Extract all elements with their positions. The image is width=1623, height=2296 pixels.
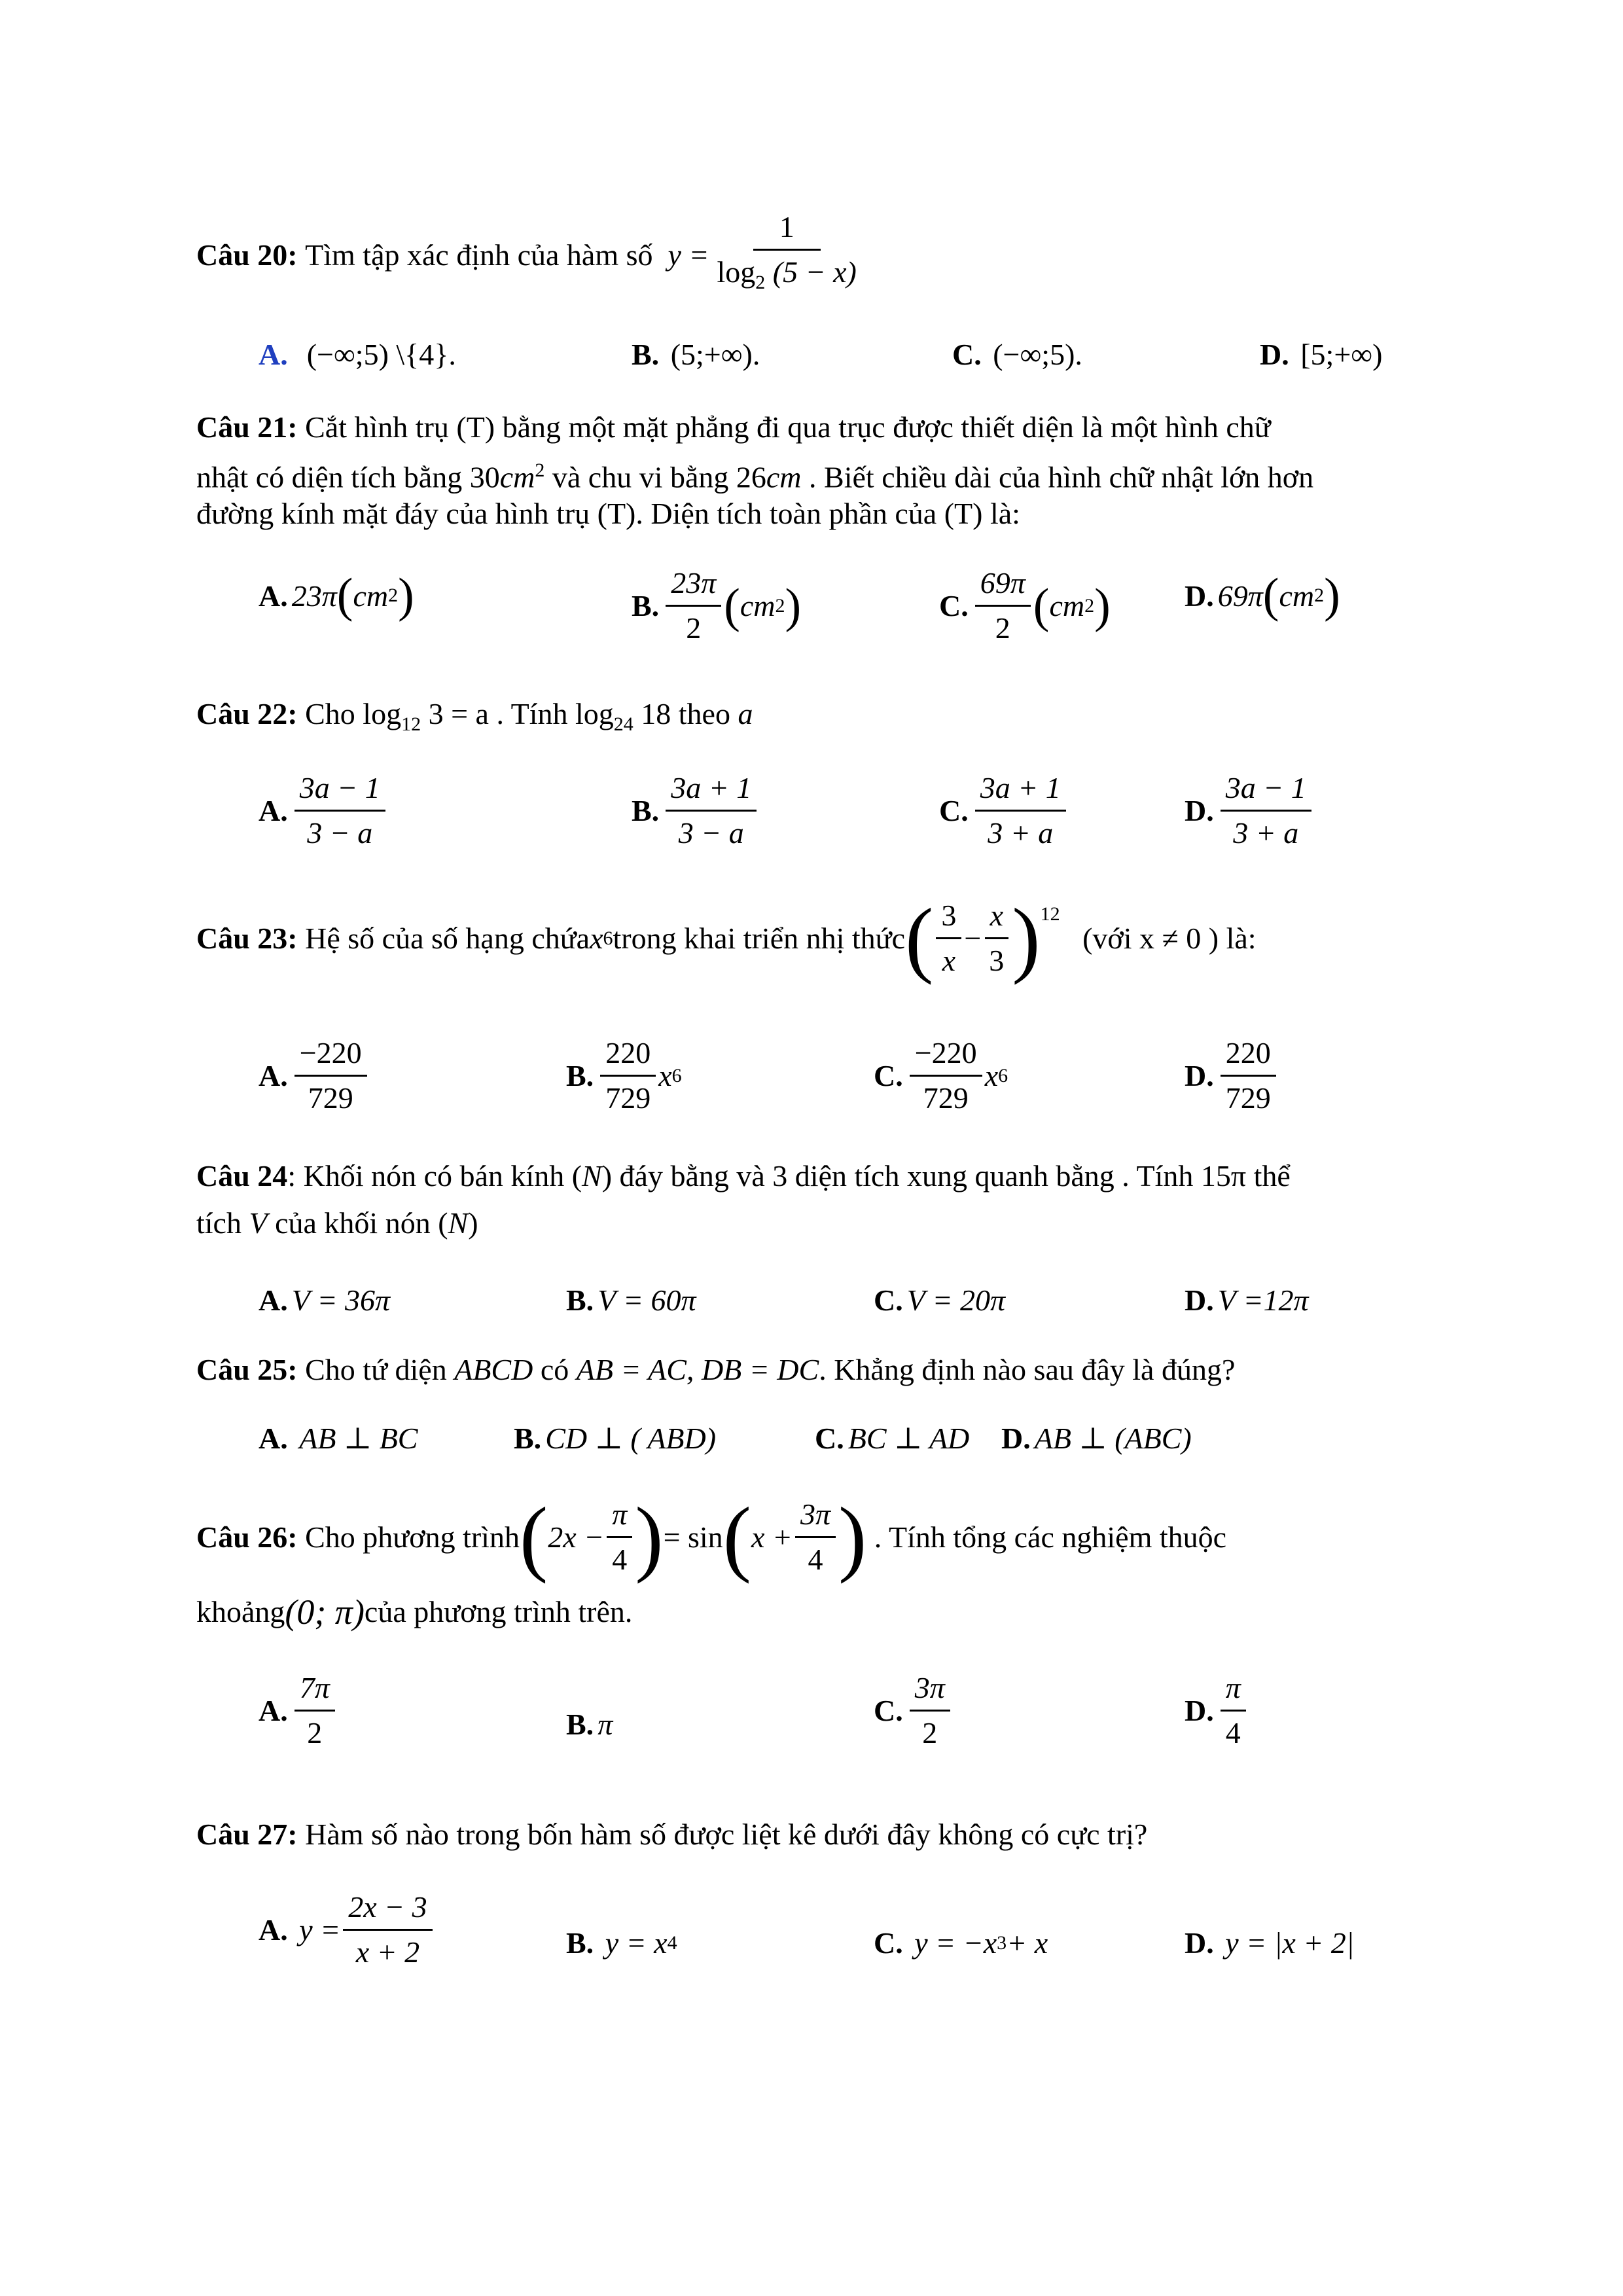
option-label: A. bbox=[259, 1694, 288, 1727]
exponent: 2 bbox=[1084, 594, 1095, 617]
denominator: 3 bbox=[989, 944, 1005, 977]
question-22-label: Câu 22: bbox=[196, 697, 298, 730]
q23-option-b[interactable] bbox=[566, 1034, 682, 1117]
fraction-1 bbox=[936, 897, 961, 980]
option-label: B. bbox=[566, 1708, 594, 1741]
option-text: [5;+∞) bbox=[1300, 338, 1383, 371]
numerator: −220 bbox=[294, 1034, 367, 1077]
text: . Khẳng định nào sau đây là đúng? bbox=[819, 1353, 1236, 1386]
q26-option-b[interactable] bbox=[566, 1707, 613, 1742]
option-label: C. bbox=[939, 794, 969, 827]
log-base: 12 bbox=[401, 713, 421, 736]
text: . Biết chiều dài của hình chữ nhật lớn hơn bbox=[801, 460, 1314, 494]
open-paren: ( bbox=[905, 891, 934, 986]
question-22 bbox=[196, 692, 753, 746]
variable: x bbox=[984, 1059, 999, 1092]
text: : Khối nón có bán kính ( bbox=[287, 1159, 582, 1193]
question-26-line-2 bbox=[196, 1590, 632, 1634]
log-argument: (5 − x) bbox=[772, 255, 857, 289]
denominator: 4 bbox=[808, 1543, 823, 1576]
denominator: 2 bbox=[995, 611, 1010, 645]
exponent: 2 bbox=[535, 459, 545, 481]
option-text: (5;+∞). bbox=[670, 338, 760, 371]
question-24-label: Câu 24 bbox=[196, 1159, 288, 1193]
denominator: 3 − a bbox=[678, 816, 744, 850]
expression: y = −x bbox=[914, 1926, 997, 1960]
option-text: BC ⊥ AD bbox=[847, 1422, 970, 1455]
close-paren: ) bbox=[398, 569, 414, 622]
close-paren: ) bbox=[838, 1490, 867, 1585]
interval: (0; π) bbox=[285, 1592, 365, 1632]
option-label: C. bbox=[815, 1421, 844, 1455]
text: tích bbox=[196, 1206, 249, 1240]
option-label: A. bbox=[259, 1913, 288, 1946]
text: Cho phương trình bbox=[305, 1520, 520, 1554]
fraction bbox=[1221, 1669, 1246, 1752]
variable: a bbox=[738, 697, 753, 730]
question-20-label: Câu 20: bbox=[196, 238, 298, 272]
close-paren: ) bbox=[1012, 891, 1041, 986]
text: của phương trình trên. bbox=[364, 1595, 633, 1628]
expression: 2x − bbox=[548, 1520, 605, 1554]
q22-option-d[interactable] bbox=[1185, 769, 1314, 852]
minus: − bbox=[964, 921, 982, 955]
option-label: D. bbox=[1185, 1059, 1214, 1092]
option-text: AB ⊥ BC bbox=[299, 1422, 418, 1455]
exponent: 4 bbox=[667, 1931, 677, 1954]
option-label: D. bbox=[1001, 1421, 1031, 1455]
option-label: A. bbox=[259, 1283, 288, 1317]
question-24-line-2 bbox=[196, 1202, 478, 1245]
fraction bbox=[975, 564, 1031, 647]
option-label: C. bbox=[939, 589, 969, 622]
fraction bbox=[343, 1888, 432, 1971]
q22-option-b[interactable] bbox=[632, 769, 759, 852]
exponent: 2 bbox=[775, 594, 785, 617]
coefficient: 23π bbox=[291, 579, 337, 613]
option-label: A. bbox=[259, 579, 288, 613]
option-label: A. bbox=[259, 338, 288, 371]
open-paren: ( bbox=[724, 579, 740, 633]
text: Cho log bbox=[305, 697, 402, 730]
denominator: 729 bbox=[1225, 1081, 1271, 1115]
question-27-label: Câu 27: bbox=[196, 1818, 298, 1851]
expression: ABCD bbox=[454, 1353, 533, 1386]
numerator: 3a − 1 bbox=[1221, 769, 1311, 812]
variable: V bbox=[249, 1206, 268, 1240]
q25-option-c[interactable] bbox=[815, 1420, 969, 1456]
option-text: AB ⊥ (ABC) bbox=[1034, 1422, 1192, 1455]
question-21-label: Câu 21: bbox=[196, 410, 298, 444]
question-26 bbox=[196, 1490, 1227, 1585]
unit: cm bbox=[766, 460, 802, 494]
q20-option-b[interactable] bbox=[632, 337, 760, 372]
text: ) đáy bằng và 3 diện tích xung quanh bằng . Tính 15π thể bbox=[601, 1159, 1291, 1193]
q22-option-c[interactable] bbox=[939, 769, 1069, 852]
fraction bbox=[666, 564, 721, 647]
option-label: D. bbox=[1185, 579, 1214, 613]
q25-option-d[interactable] bbox=[1001, 1420, 1192, 1456]
q24-option-c[interactable] bbox=[874, 1283, 1005, 1318]
denominator: x bbox=[942, 944, 956, 977]
numerator: 3a − 1 bbox=[294, 769, 385, 812]
fraction bbox=[607, 1496, 632, 1579]
numerator: 3π bbox=[795, 1496, 836, 1538]
option-text: V = 20π bbox=[906, 1283, 1006, 1317]
question-25-label: Câu 25: bbox=[196, 1353, 298, 1386]
option-label: C. bbox=[952, 338, 982, 371]
q27-option-b[interactable] bbox=[566, 1926, 677, 1960]
option-label: B. bbox=[566, 1059, 594, 1092]
text: và chu vi bằng 26 bbox=[544, 460, 766, 494]
option-label: B. bbox=[632, 794, 660, 827]
expression: y = x bbox=[605, 1926, 668, 1960]
question-21-line-2 bbox=[196, 449, 1313, 499]
text: . Tính tổng các nghiệm thuộc bbox=[874, 1520, 1227, 1554]
option-text: V =12π bbox=[1217, 1283, 1309, 1317]
fraction bbox=[294, 769, 385, 852]
fraction bbox=[910, 1034, 982, 1117]
fraction bbox=[294, 1034, 367, 1117]
denominator: 2 bbox=[922, 1716, 938, 1749]
option-text: CD ⊥ ( ABD) bbox=[545, 1422, 717, 1455]
q26-option-d[interactable] bbox=[1185, 1669, 1249, 1752]
unit: cm bbox=[1279, 579, 1315, 613]
q25-option-b[interactable] bbox=[514, 1420, 716, 1456]
option-label: B. bbox=[566, 1926, 594, 1960]
option-text: π bbox=[597, 1708, 613, 1741]
option-text: (−∞;5) \{4}. bbox=[306, 338, 456, 371]
text: ) bbox=[468, 1206, 478, 1240]
variable: N bbox=[448, 1206, 469, 1240]
q20-option-d[interactable] bbox=[1260, 337, 1382, 372]
fraction bbox=[666, 769, 757, 852]
q24-option-a[interactable] bbox=[259, 1283, 390, 1318]
option-label: B. bbox=[632, 338, 660, 371]
text: nhật có diện tích bằng 30 bbox=[196, 460, 500, 494]
exponent: 2 bbox=[1314, 584, 1325, 606]
question-24 bbox=[196, 1155, 1291, 1198]
question-21 bbox=[196, 406, 1271, 449]
exponent: 12 bbox=[1040, 903, 1060, 925]
q20-option-c[interactable] bbox=[952, 337, 1082, 372]
fraction bbox=[910, 1669, 950, 1752]
option-text: V = 36π bbox=[291, 1283, 391, 1317]
variable: x bbox=[658, 1059, 672, 1092]
q26-option-c[interactable] bbox=[874, 1669, 953, 1752]
q22-option-a[interactable] bbox=[259, 769, 388, 852]
q23-option-c[interactable] bbox=[874, 1034, 1008, 1117]
text: (với x ≠ 0 ) là: bbox=[1082, 921, 1257, 955]
option-label: C. bbox=[874, 1926, 903, 1960]
text: Cho tứ diện bbox=[305, 1353, 455, 1386]
text: 18 theo bbox=[633, 697, 738, 730]
option-label: C. bbox=[874, 1283, 903, 1317]
denominator: 2 bbox=[686, 611, 702, 645]
exponent: 6 bbox=[671, 1064, 682, 1086]
log-base: 2 bbox=[755, 272, 766, 294]
open-paren: ( bbox=[1033, 579, 1050, 633]
question-23-label: Câu 23: bbox=[196, 921, 298, 955]
exponent: 3 bbox=[997, 1931, 1007, 1954]
option-label: A. bbox=[259, 1059, 288, 1092]
denominator: 4 bbox=[612, 1543, 628, 1576]
text: có bbox=[533, 1353, 577, 1386]
numerator: 3 bbox=[936, 897, 961, 939]
exponent: 6 bbox=[998, 1064, 1008, 1086]
exponent: 2 bbox=[388, 584, 399, 606]
text: trong khai triển nhị thức bbox=[613, 921, 906, 955]
option-label: D. bbox=[1185, 794, 1214, 827]
fraction bbox=[1221, 769, 1311, 852]
option-label: A. bbox=[259, 1421, 288, 1455]
option-label: D. bbox=[1185, 1694, 1214, 1727]
option-label: D. bbox=[1260, 338, 1289, 371]
option-label: A. bbox=[259, 794, 288, 827]
numerator: 3a + 1 bbox=[666, 769, 757, 812]
option-text: V = 60π bbox=[597, 1283, 696, 1317]
q27-option-d[interactable] bbox=[1185, 1926, 1354, 1960]
question-20-denominator bbox=[712, 251, 862, 302]
fraction bbox=[600, 1034, 656, 1117]
close-paren: ) bbox=[785, 579, 802, 633]
text: 3 = a . Tính log bbox=[421, 697, 614, 730]
text: Hàm số nào trong bốn hàm số được liệt kê dưới đây không có cực trị? bbox=[305, 1818, 1148, 1851]
fraction bbox=[1221, 1034, 1276, 1117]
question-20-lhs: y = bbox=[668, 238, 709, 272]
q21-option-b[interactable] bbox=[632, 564, 801, 647]
denominator: 3 + a bbox=[988, 816, 1054, 850]
numerator: −220 bbox=[910, 1034, 982, 1077]
denominator: 3 + a bbox=[1233, 816, 1299, 850]
question-27 bbox=[196, 1813, 1147, 1856]
numerator: 7π bbox=[294, 1669, 335, 1712]
open-paren: ( bbox=[1262, 569, 1279, 622]
denominator: 729 bbox=[605, 1081, 651, 1115]
question-21-line-3 bbox=[196, 492, 1020, 535]
open-paren: ( bbox=[336, 569, 353, 622]
fraction bbox=[975, 769, 1066, 852]
numerator: 3π bbox=[910, 1669, 950, 1712]
numerator: π bbox=[1221, 1669, 1246, 1712]
q21-option-d[interactable] bbox=[1185, 569, 1340, 622]
variable: x bbox=[590, 921, 603, 955]
option-text: (−∞;5). bbox=[993, 338, 1082, 371]
fraction-2 bbox=[984, 897, 1009, 980]
denominator: x + 2 bbox=[355, 1935, 420, 1969]
text: Hệ số của số hạng chứa bbox=[305, 921, 590, 955]
q27-option-a[interactable] bbox=[259, 1888, 435, 1971]
question-21-line1: Cắt hình trụ (T) bằng một mặt phẳng đi qua trục được thiết diện là một hình chữ bbox=[305, 410, 1271, 444]
question-20-fraction bbox=[712, 208, 862, 302]
q23-option-a[interactable] bbox=[259, 1034, 370, 1117]
numerator: x bbox=[985, 897, 1008, 939]
q23-option-d[interactable] bbox=[1185, 1034, 1279, 1117]
expression: = sin bbox=[663, 1520, 723, 1554]
q21-option-c[interactable] bbox=[939, 564, 1111, 647]
q26-option-a[interactable] bbox=[259, 1669, 338, 1752]
q21-option-a[interactable] bbox=[259, 569, 414, 622]
expression: x + bbox=[751, 1520, 793, 1554]
option-label: B. bbox=[566, 1283, 594, 1317]
close-paren: ) bbox=[1324, 569, 1340, 622]
option-label: B. bbox=[514, 1421, 542, 1455]
expression: y = bbox=[299, 1913, 341, 1946]
unit: cm bbox=[353, 579, 389, 613]
question-26-label: Câu 26: bbox=[196, 1520, 298, 1554]
question-20 bbox=[196, 208, 865, 302]
log-text: log bbox=[717, 255, 756, 289]
option-label: C. bbox=[874, 1059, 903, 1092]
fraction bbox=[795, 1496, 836, 1579]
numerator: 2x − 3 bbox=[343, 1888, 432, 1931]
option-label: D. bbox=[1185, 1283, 1214, 1317]
question-20-text: Tìm tập xác định của hàm số bbox=[305, 238, 653, 272]
numerator: 220 bbox=[600, 1034, 656, 1077]
unit: cm bbox=[1049, 589, 1085, 622]
expression: AB = AC, DB = DC bbox=[576, 1353, 819, 1386]
denominator: 4 bbox=[1225, 1716, 1241, 1749]
coefficient: 69π bbox=[1217, 579, 1263, 613]
q20-option-a[interactable] bbox=[259, 337, 456, 372]
open-paren: ( bbox=[722, 1490, 751, 1585]
numerator: π bbox=[607, 1496, 632, 1538]
close-paren: ) bbox=[1094, 579, 1111, 633]
unit: cm bbox=[499, 460, 535, 494]
text: đường kính mặt đáy của hình trụ (T). Diện tích toàn phần của (T) là: bbox=[196, 497, 1020, 530]
close-paren: ) bbox=[635, 1490, 664, 1585]
denominator: 729 bbox=[923, 1081, 969, 1115]
q24-option-d[interactable] bbox=[1185, 1283, 1309, 1318]
variable: N bbox=[582, 1159, 602, 1193]
denominator: 729 bbox=[308, 1081, 353, 1115]
denominator: 2 bbox=[307, 1716, 323, 1749]
text: của khối nón ( bbox=[267, 1206, 448, 1240]
q24-option-b[interactable] bbox=[566, 1283, 696, 1318]
numerator: 3a + 1 bbox=[975, 769, 1066, 812]
fraction bbox=[294, 1669, 335, 1752]
text: khoảng bbox=[196, 1595, 285, 1628]
log-base: 24 bbox=[613, 713, 633, 736]
q27-option-c[interactable] bbox=[874, 1926, 1048, 1960]
denominator: 3 − a bbox=[307, 816, 373, 850]
numerator: 23π bbox=[666, 564, 721, 607]
option-label: B. bbox=[632, 589, 660, 622]
question-25 bbox=[196, 1348, 1235, 1391]
question-20-numerator: 1 bbox=[753, 208, 821, 251]
numerator: 220 bbox=[1221, 1034, 1276, 1077]
numerator: 69π bbox=[975, 564, 1031, 607]
expression: y = |x + 2| bbox=[1225, 1926, 1355, 1960]
exponent: 6 bbox=[603, 927, 613, 949]
open-paren: ( bbox=[519, 1490, 548, 1585]
option-label: C. bbox=[874, 1694, 903, 1727]
unit: cm bbox=[740, 589, 776, 622]
question-23 bbox=[196, 891, 1257, 986]
q25-option-a[interactable] bbox=[259, 1420, 418, 1456]
option-label: D. bbox=[1185, 1926, 1214, 1960]
expression: + x bbox=[1007, 1926, 1048, 1960]
